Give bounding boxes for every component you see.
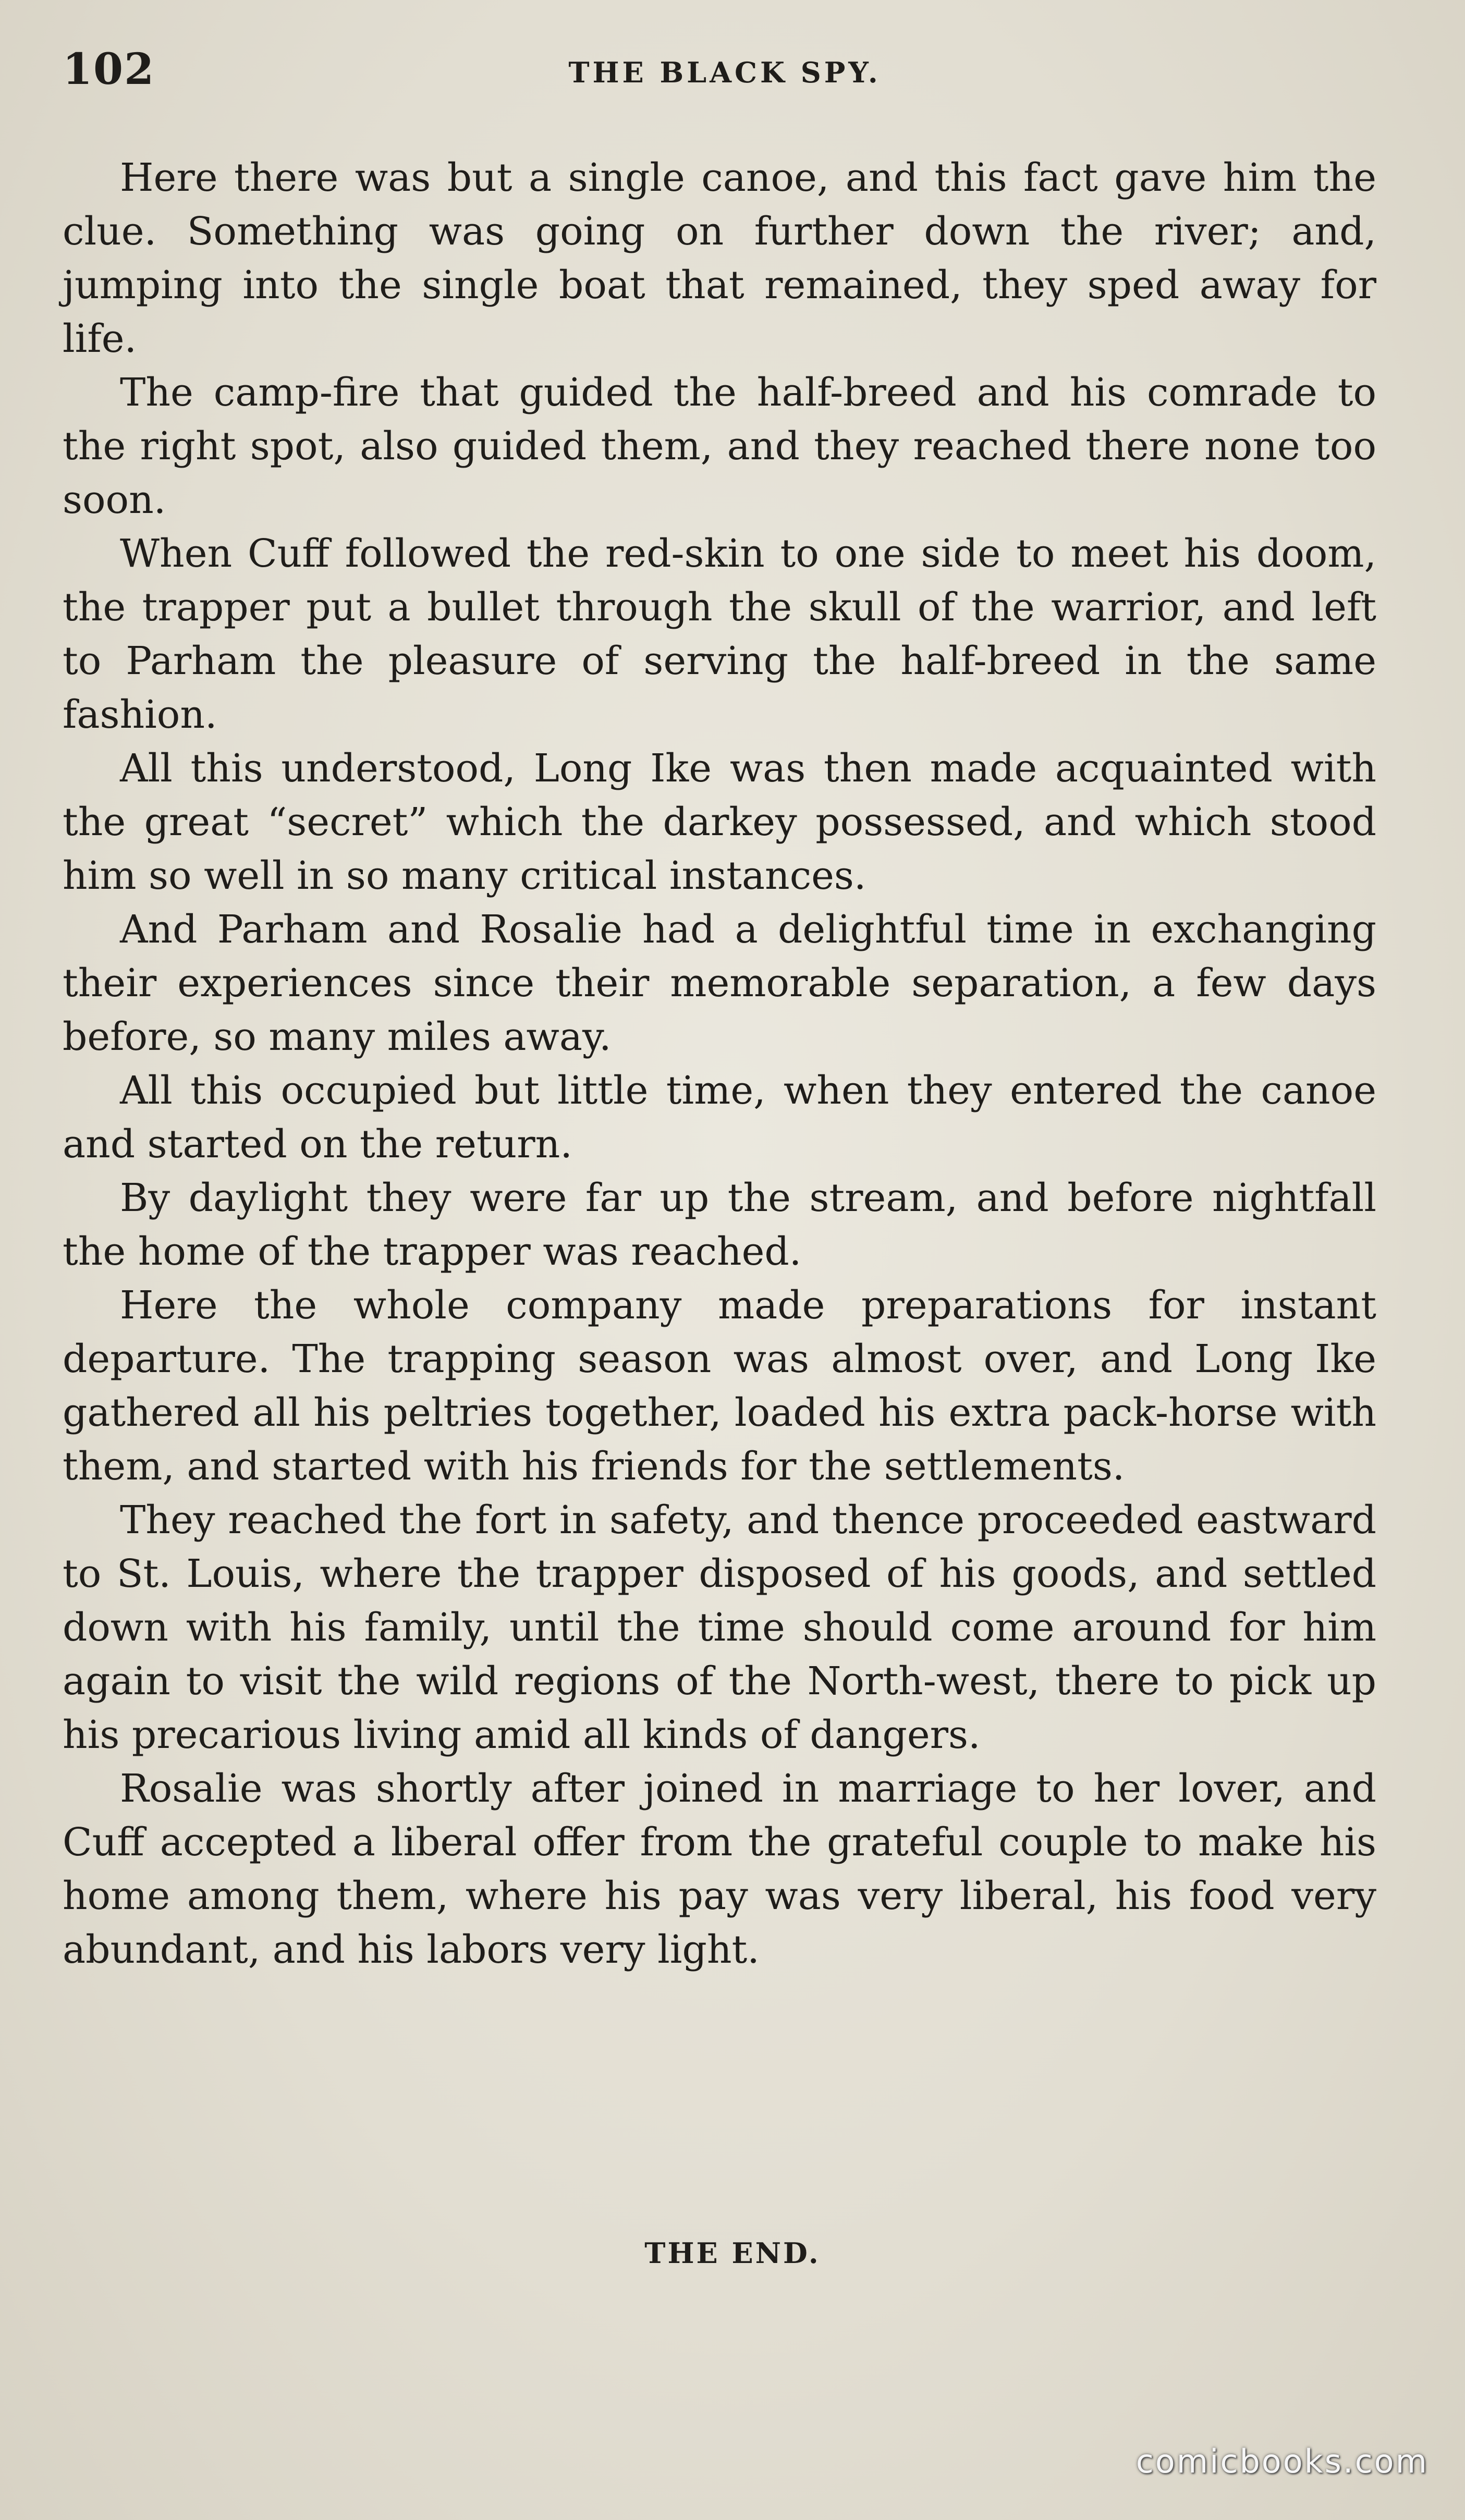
paragraph: Here the whole company made preparations for instant departure. The trapping season was almost over, and Long Ike gathered all his peltries together, loaded his extra pack-horse with them, and started with his friends for the settlements.: [63, 1283, 1376, 1489]
paragraph: When Cuff followed the red-skin to one side to meet his doom, the trapper put a bullet through the skull of the warrior, and left to Parham the pleasure of serving the half-breed in the same fashion.: [63, 531, 1376, 737]
paragraph: Rosalie was shortly after joined in marriage to her lover, and Cuff accepted a liberal offer from the grateful couple to make his home among them, where his pay was very liberal, his food very abundant, and his labors very light.: [63, 1766, 1376, 1972]
paragraph: All this occupied but little time, when they entered the canoe and started on the return.: [63, 1068, 1376, 1167]
page-number: 102: [63, 44, 155, 94]
running-head: THE BLACK SPY.: [568, 56, 881, 89]
paragraph: And Parham and Rosalie had a delightful time in exchanging their experiences since their memorable separation, a few days before, so many miles away.: [63, 907, 1376, 1059]
paragraph: Here there was but a single canoe, and this fact gave him the clue. Something was going on further down the river; and, jumping into the single boat that remained, they sped away for life.: [63, 155, 1376, 361]
watermark-text: comicbooks.com: [1136, 2442, 1429, 2480]
paragraph: The camp-fire that guided the half-breed and his comrade to the right spot, also guided them, and they reached there none too soon.: [63, 370, 1376, 522]
paragraph: All this understood, Long Ike was then made acquainted with the great “secret” which the darkey possessed, and which stood him so well in so many critical instances.: [63, 746, 1376, 898]
body-text: [63, 151, 1376, 1977]
page-header: [63, 44, 1387, 102]
paragraph: They reached the fort in safety, and thence proceeded eastward to St. Louis, where the trapper disposed of his goods, and settled down with his family, until the time should come around for him again to visit the wild regions of the North-west, there to pick up his precarious living amid all kinds of dangers.: [63, 1498, 1376, 1757]
paragraph: By daylight they were far up the stream, and before nightfall the home of the trapper was reached.: [63, 1176, 1376, 1274]
end-mark: THE END.: [644, 2236, 821, 2270]
